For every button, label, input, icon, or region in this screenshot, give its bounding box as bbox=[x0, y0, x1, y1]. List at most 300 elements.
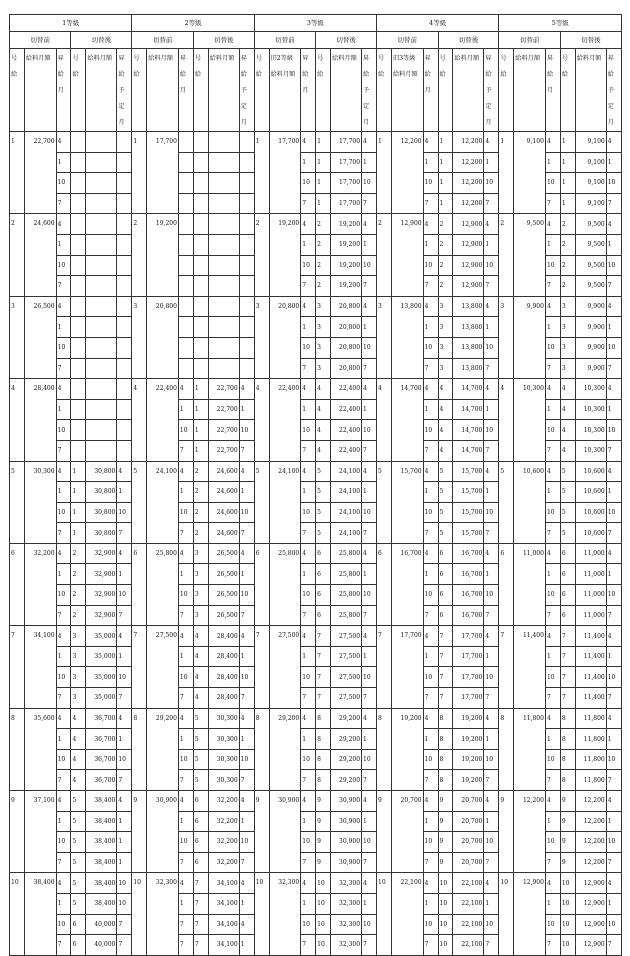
new-salary: 9,900 bbox=[575, 337, 606, 358]
raise-plan-month: 10 bbox=[362, 585, 377, 606]
col-header-no: 号給 bbox=[377, 49, 392, 132]
new-grade-number: 7 bbox=[193, 893, 208, 914]
before-header: 切替前 bbox=[499, 32, 560, 49]
new-salary: 19,200 bbox=[453, 729, 484, 750]
raise-month: 10 bbox=[56, 749, 71, 770]
old-salary: 24,100 bbox=[269, 461, 301, 543]
new-salary: 32,200 bbox=[208, 832, 239, 853]
new-salary: 36,700 bbox=[86, 770, 117, 791]
raise-month: 7 bbox=[56, 688, 71, 709]
new-grade-number: 2 bbox=[71, 543, 86, 564]
raise-plan-month: 7 bbox=[484, 440, 499, 461]
new-grade-number: 3 bbox=[438, 296, 453, 317]
old-salary: 19,200 bbox=[391, 708, 423, 790]
new-grade-number: 5 bbox=[438, 482, 453, 503]
new-grade-number: 1 bbox=[316, 152, 331, 173]
raise-month: 7 bbox=[423, 770, 438, 791]
old-salary: 30,300 bbox=[24, 461, 56, 543]
new-grade-number bbox=[71, 420, 86, 441]
old-grade-number: 8 bbox=[10, 708, 25, 790]
new-salary: 15,700 bbox=[453, 502, 484, 523]
new-grade-number: 2 bbox=[560, 234, 575, 255]
raise-plan-month: 10 bbox=[362, 173, 377, 194]
raise-plan-month: 7 bbox=[117, 523, 132, 544]
old-salary: 38,400 bbox=[24, 873, 56, 955]
new-salary bbox=[86, 358, 117, 379]
raise-month: 4 bbox=[56, 873, 71, 894]
raise-month: 4 bbox=[178, 791, 193, 812]
old-grade-number: 2 bbox=[377, 214, 392, 296]
raise-plan-month: 7 bbox=[239, 605, 254, 626]
new-salary bbox=[208, 132, 239, 153]
raise-plan-month: 4 bbox=[606, 132, 621, 153]
new-grade-number: 6 bbox=[438, 543, 453, 564]
old-salary: 32,300 bbox=[147, 873, 179, 955]
raise-plan-month: 1 bbox=[117, 852, 132, 873]
new-grade-number: 5 bbox=[193, 770, 208, 791]
raise-month: 10 bbox=[56, 832, 71, 853]
raise-month: 7 bbox=[423, 688, 438, 709]
raise-plan-month: 10 bbox=[239, 749, 254, 770]
raise-month: 7 bbox=[178, 688, 193, 709]
col-header-old-salary: 給料月額 bbox=[147, 49, 179, 132]
after-header: 切替後 bbox=[316, 32, 377, 49]
raise-month: 10 bbox=[545, 585, 560, 606]
raise-plan-month: 4 bbox=[484, 708, 499, 729]
raise-month: 10 bbox=[423, 173, 438, 194]
new-salary: 10,600 bbox=[575, 502, 606, 523]
raise-month: 7 bbox=[423, 852, 438, 873]
raise-month: 7 bbox=[423, 276, 438, 297]
old-grade-number: 3 bbox=[377, 296, 392, 378]
new-grade-number: 3 bbox=[71, 667, 86, 688]
new-grade-number: 10 bbox=[560, 893, 575, 914]
raise-plan-month: 10 bbox=[606, 173, 621, 194]
raise-month: 10 bbox=[545, 255, 560, 276]
new-salary: 38,400 bbox=[86, 791, 117, 812]
new-salary: 30,900 bbox=[331, 852, 362, 873]
raise-month bbox=[178, 317, 193, 338]
raise-month bbox=[178, 276, 193, 297]
raise-plan-month: 10 bbox=[484, 667, 499, 688]
old-grade-number: 5 bbox=[10, 461, 25, 543]
new-grade-number: 5 bbox=[71, 873, 86, 894]
new-grade-number: 5 bbox=[316, 523, 331, 544]
col-header-raise-plan: 昇給予定月 bbox=[484, 49, 499, 132]
new-grade-number: 4 bbox=[193, 688, 208, 709]
new-salary: 38,400 bbox=[86, 832, 117, 853]
new-salary: 36,700 bbox=[86, 708, 117, 729]
raise-month: 7 bbox=[56, 523, 71, 544]
old-grade-number: 8 bbox=[254, 708, 269, 790]
col-header-new-no: 号給 bbox=[316, 49, 331, 132]
new-salary: 40,000 bbox=[86, 935, 117, 956]
col-header-raise-plan: 昇給予定月 bbox=[117, 49, 132, 132]
raise-month: 10 bbox=[545, 337, 560, 358]
new-salary: 32,900 bbox=[86, 585, 117, 606]
new-salary: 15,700 bbox=[453, 482, 484, 503]
raise-plan-month: 4 bbox=[362, 543, 377, 564]
new-salary: 12,900 bbox=[575, 914, 606, 935]
raise-month: 10 bbox=[545, 914, 560, 935]
old-salary: 34,100 bbox=[24, 626, 56, 708]
new-grade-number: 1 bbox=[438, 173, 453, 194]
raise-plan-month: 7 bbox=[362, 935, 377, 956]
new-salary: 27,500 bbox=[331, 688, 362, 709]
before-header: 切替前 bbox=[132, 32, 193, 49]
old-grade-number: 6 bbox=[254, 543, 269, 625]
new-salary: 40,000 bbox=[86, 914, 117, 935]
raise-plan-month bbox=[239, 296, 254, 317]
new-salary: 32,200 bbox=[208, 791, 239, 812]
raise-month: 10 bbox=[301, 914, 316, 935]
new-grade-number bbox=[71, 132, 86, 153]
new-salary: 32,300 bbox=[331, 873, 362, 894]
new-salary: 29,200 bbox=[331, 770, 362, 791]
new-grade-number: 4 bbox=[438, 440, 453, 461]
table-row bbox=[10, 214, 622, 235]
raise-month: 7 bbox=[178, 523, 193, 544]
raise-month: 1 bbox=[423, 729, 438, 750]
raise-month: 1 bbox=[545, 564, 560, 585]
raise-month: 1 bbox=[178, 893, 193, 914]
new-grade-number: 7 bbox=[193, 935, 208, 956]
old-salary: 11,400 bbox=[514, 626, 546, 708]
col-header-no: 号給 bbox=[499, 49, 514, 132]
raise-month: 4 bbox=[56, 296, 71, 317]
new-salary: 9,900 bbox=[575, 358, 606, 379]
old-salary: 19,200 bbox=[269, 214, 301, 296]
raise-plan-month: 1 bbox=[239, 482, 254, 503]
new-salary: 12,200 bbox=[575, 791, 606, 812]
new-salary: 32,300 bbox=[331, 935, 362, 956]
raise-plan-month: 10 bbox=[117, 873, 132, 894]
old-grade-number: 3 bbox=[254, 296, 269, 378]
new-grade-number: 8 bbox=[560, 770, 575, 791]
raise-plan-month bbox=[239, 193, 254, 214]
raise-plan-month: 1 bbox=[362, 564, 377, 585]
new-salary: 16,700 bbox=[453, 585, 484, 606]
raise-plan-month: 10 bbox=[606, 667, 621, 688]
raise-month: 7 bbox=[423, 358, 438, 379]
raise-plan-month bbox=[239, 132, 254, 153]
raise-month bbox=[178, 214, 193, 235]
raise-month: 4 bbox=[423, 214, 438, 235]
new-grade-number: 7 bbox=[316, 688, 331, 709]
raise-month: 1 bbox=[56, 564, 71, 585]
before-header: 切替前 bbox=[10, 32, 71, 49]
new-salary: 16,700 bbox=[453, 605, 484, 626]
new-grade-number: 6 bbox=[316, 564, 331, 585]
old-grade-number: 2 bbox=[10, 214, 25, 296]
raise-plan-month bbox=[117, 234, 132, 255]
raise-plan-month: 7 bbox=[606, 935, 621, 956]
raise-month: 4 bbox=[545, 296, 560, 317]
new-grade-number: 10 bbox=[316, 873, 331, 894]
raise-month: 10 bbox=[301, 667, 316, 688]
raise-month: 7 bbox=[56, 358, 71, 379]
raise-plan-month: 1 bbox=[606, 729, 621, 750]
old-grade-number: 7 bbox=[132, 626, 147, 708]
new-salary: 26,500 bbox=[208, 585, 239, 606]
new-grade-number bbox=[193, 255, 208, 276]
new-grade-number: 5 bbox=[560, 482, 575, 503]
new-salary bbox=[208, 193, 239, 214]
col-header-raise: 昇給月 bbox=[423, 49, 438, 132]
new-salary: 30,800 bbox=[86, 461, 117, 482]
raise-month: 7 bbox=[178, 770, 193, 791]
old-grade-number: 6 bbox=[377, 543, 392, 625]
new-grade-number: 4 bbox=[71, 749, 86, 770]
raise-plan-month: 1 bbox=[362, 317, 377, 338]
raise-plan-month bbox=[117, 214, 132, 235]
raise-month: 7 bbox=[545, 523, 560, 544]
old-salary: 17,700 bbox=[147, 132, 179, 214]
old-grade-number: 1 bbox=[10, 132, 25, 214]
new-grade-number: 1 bbox=[316, 193, 331, 214]
new-salary: 17,700 bbox=[453, 688, 484, 709]
raise-plan-month: 4 bbox=[606, 626, 621, 647]
new-grade-number: 7 bbox=[560, 626, 575, 647]
raise-plan-month: 7 bbox=[484, 935, 499, 956]
new-salary: 30,300 bbox=[208, 770, 239, 791]
raise-plan-month: 1 bbox=[484, 729, 499, 750]
raise-month: 10 bbox=[301, 832, 316, 853]
new-salary: 25,800 bbox=[331, 585, 362, 606]
raise-month: 10 bbox=[423, 255, 438, 276]
raise-plan-month: 7 bbox=[239, 688, 254, 709]
new-salary: 25,800 bbox=[331, 564, 362, 585]
raise-plan-month: 10 bbox=[362, 749, 377, 770]
new-grade-number: 1 bbox=[193, 420, 208, 441]
old-grade-number: 4 bbox=[10, 379, 25, 461]
old-salary: 22,400 bbox=[147, 379, 179, 461]
raise-plan-month bbox=[117, 296, 132, 317]
new-grade-number: 7 bbox=[193, 914, 208, 935]
raise-month: 7 bbox=[56, 193, 71, 214]
raise-plan-month bbox=[117, 337, 132, 358]
raise-plan-month: 1 bbox=[239, 564, 254, 585]
new-grade-number: 5 bbox=[316, 502, 331, 523]
raise-month: 7 bbox=[178, 605, 193, 626]
raise-month: 10 bbox=[301, 749, 316, 770]
raise-plan-month: 4 bbox=[484, 132, 499, 153]
new-grade-number: 2 bbox=[316, 214, 331, 235]
new-salary: 15,700 bbox=[453, 461, 484, 482]
raise-plan-month: 4 bbox=[606, 708, 621, 729]
old-salary: 17,700 bbox=[269, 132, 301, 214]
raise-month: 7 bbox=[545, 276, 560, 297]
raise-month: 10 bbox=[423, 502, 438, 523]
raise-month: 4 bbox=[301, 708, 316, 729]
raise-month: 1 bbox=[178, 646, 193, 667]
new-salary: 11,800 bbox=[575, 749, 606, 770]
raise-plan-month: 10 bbox=[362, 502, 377, 523]
raise-month: 10 bbox=[545, 173, 560, 194]
raise-month: 1 bbox=[56, 811, 71, 832]
raise-month: 4 bbox=[178, 873, 193, 894]
raise-plan-month: 10 bbox=[362, 832, 377, 853]
raise-plan-month: 4 bbox=[239, 873, 254, 894]
old-salary: 29,200 bbox=[147, 708, 179, 790]
col-header-new-salary: 給料月額 bbox=[86, 49, 117, 132]
new-salary: 22,100 bbox=[453, 935, 484, 956]
salary-transition-table bbox=[9, 14, 622, 956]
raise-month: 7 bbox=[423, 440, 438, 461]
new-grade-number bbox=[193, 276, 208, 297]
raise-plan-month: 7 bbox=[484, 523, 499, 544]
before-header: 切替前 bbox=[254, 32, 315, 49]
raise-month: 4 bbox=[545, 379, 560, 400]
raise-plan-month: 4 bbox=[239, 543, 254, 564]
raise-plan-month: 7 bbox=[362, 852, 377, 873]
new-grade-number: 6 bbox=[316, 543, 331, 564]
new-salary: 24,100 bbox=[331, 523, 362, 544]
old-grade-number: 5 bbox=[499, 461, 514, 543]
old-salary: 12,900 bbox=[514, 873, 546, 955]
raise-plan-month: 1 bbox=[606, 399, 621, 420]
raise-plan-month: 7 bbox=[239, 523, 254, 544]
raise-plan-month: 10 bbox=[606, 502, 621, 523]
new-salary bbox=[86, 132, 117, 153]
new-grade-number: 2 bbox=[316, 255, 331, 276]
new-grade-number: 5 bbox=[560, 523, 575, 544]
raise-month: 1 bbox=[178, 399, 193, 420]
raise-plan-month: 7 bbox=[606, 770, 621, 791]
new-grade-number: 2 bbox=[193, 502, 208, 523]
raise-month: 7 bbox=[423, 605, 438, 626]
raise-month: 4 bbox=[545, 543, 560, 564]
raise-plan-month: 7 bbox=[117, 935, 132, 956]
new-salary: 12,200 bbox=[453, 193, 484, 214]
raise-plan-month: 4 bbox=[606, 461, 621, 482]
raise-month: 10 bbox=[545, 420, 560, 441]
raise-month: 4 bbox=[423, 461, 438, 482]
new-salary: 22,700 bbox=[208, 379, 239, 400]
raise-plan-month: 7 bbox=[117, 770, 132, 791]
raise-month: 10 bbox=[423, 749, 438, 770]
raise-month: 7 bbox=[301, 193, 316, 214]
raise-plan-month bbox=[117, 255, 132, 276]
new-salary: 10,600 bbox=[575, 482, 606, 503]
raise-month: 4 bbox=[301, 543, 316, 564]
raise-month bbox=[178, 337, 193, 358]
new-grade-number: 2 bbox=[560, 214, 575, 235]
grade-header: 4等級 bbox=[377, 15, 499, 32]
raise-plan-month bbox=[117, 132, 132, 153]
old-salary: 32,200 bbox=[24, 543, 56, 625]
new-grade-number: 6 bbox=[560, 585, 575, 606]
old-grade-number: 7 bbox=[499, 626, 514, 708]
raise-plan-month: 10 bbox=[362, 914, 377, 935]
raise-plan-month: 1 bbox=[362, 811, 377, 832]
new-grade-number: 5 bbox=[71, 811, 86, 832]
old-grade-number: 7 bbox=[377, 626, 392, 708]
old-grade-number: 7 bbox=[254, 626, 269, 708]
new-grade-number: 3 bbox=[438, 317, 453, 338]
raise-month: 1 bbox=[545, 646, 560, 667]
new-grade-number: 10 bbox=[438, 935, 453, 956]
new-grade-number: 2 bbox=[193, 523, 208, 544]
raise-plan-month: 1 bbox=[606, 317, 621, 338]
raise-month: 10 bbox=[56, 914, 71, 935]
old-salary: 9,900 bbox=[514, 296, 546, 378]
raise-plan-month: 7 bbox=[362, 605, 377, 626]
raise-plan-month bbox=[239, 358, 254, 379]
new-salary: 12,200 bbox=[453, 152, 484, 173]
raise-plan-month: 7 bbox=[362, 688, 377, 709]
new-salary bbox=[208, 317, 239, 338]
new-salary: 24,600 bbox=[208, 502, 239, 523]
new-grade-number: 4 bbox=[560, 379, 575, 400]
old-salary: 25,800 bbox=[269, 543, 301, 625]
raise-plan-month: 1 bbox=[484, 482, 499, 503]
raise-month: 7 bbox=[301, 935, 316, 956]
raise-month: 10 bbox=[301, 420, 316, 441]
new-grade-number: 8 bbox=[316, 708, 331, 729]
raise-plan-month: 4 bbox=[484, 214, 499, 235]
old-grade-number: 5 bbox=[377, 461, 392, 543]
new-grade-number: 7 bbox=[316, 667, 331, 688]
raise-plan-month: 7 bbox=[606, 605, 621, 626]
raise-plan-month: 4 bbox=[606, 296, 621, 317]
raise-month: 10 bbox=[56, 337, 71, 358]
raise-month: 4 bbox=[56, 708, 71, 729]
raise-month: 7 bbox=[56, 440, 71, 461]
raise-plan-month: 7 bbox=[484, 688, 499, 709]
raise-plan-month: 4 bbox=[484, 296, 499, 317]
new-salary: 17,700 bbox=[453, 646, 484, 667]
new-grade-number: 7 bbox=[560, 688, 575, 709]
raise-month: 7 bbox=[545, 688, 560, 709]
new-salary: 25,800 bbox=[331, 605, 362, 626]
raise-plan-month: 7 bbox=[606, 523, 621, 544]
raise-plan-month bbox=[239, 173, 254, 194]
old-salary: 27,500 bbox=[147, 626, 179, 708]
raise-plan-month: 10 bbox=[606, 420, 621, 441]
new-salary: 14,700 bbox=[453, 399, 484, 420]
raise-plan-month: 10 bbox=[239, 420, 254, 441]
new-grade-number: 1 bbox=[438, 193, 453, 214]
new-salary: 12,900 bbox=[575, 893, 606, 914]
new-salary: 12,200 bbox=[575, 832, 606, 853]
col-header-new-no: 号給 bbox=[438, 49, 453, 132]
raise-month: 7 bbox=[301, 440, 316, 461]
raise-month: 7 bbox=[545, 358, 560, 379]
raise-plan-month: 1 bbox=[239, 646, 254, 667]
new-salary: 30,800 bbox=[86, 523, 117, 544]
new-salary bbox=[86, 440, 117, 461]
raise-month: 7 bbox=[301, 688, 316, 709]
raise-month: 4 bbox=[56, 379, 71, 400]
new-grade-number: 1 bbox=[316, 132, 331, 153]
new-grade-number: 5 bbox=[560, 461, 575, 482]
new-grade-number: 6 bbox=[438, 585, 453, 606]
raise-plan-month: 7 bbox=[606, 276, 621, 297]
new-grade-number: 3 bbox=[560, 337, 575, 358]
new-salary bbox=[86, 379, 117, 400]
new-grade-number: 3 bbox=[438, 337, 453, 358]
new-grade-number: 10 bbox=[438, 914, 453, 935]
old-grade-number: 9 bbox=[10, 791, 25, 873]
new-grade-number: 2 bbox=[316, 276, 331, 297]
new-salary bbox=[208, 337, 239, 358]
raise-month: 4 bbox=[545, 791, 560, 812]
raise-month: 1 bbox=[56, 729, 71, 750]
raise-month: 10 bbox=[178, 502, 193, 523]
new-grade-number: 10 bbox=[438, 893, 453, 914]
new-grade-number bbox=[71, 337, 86, 358]
